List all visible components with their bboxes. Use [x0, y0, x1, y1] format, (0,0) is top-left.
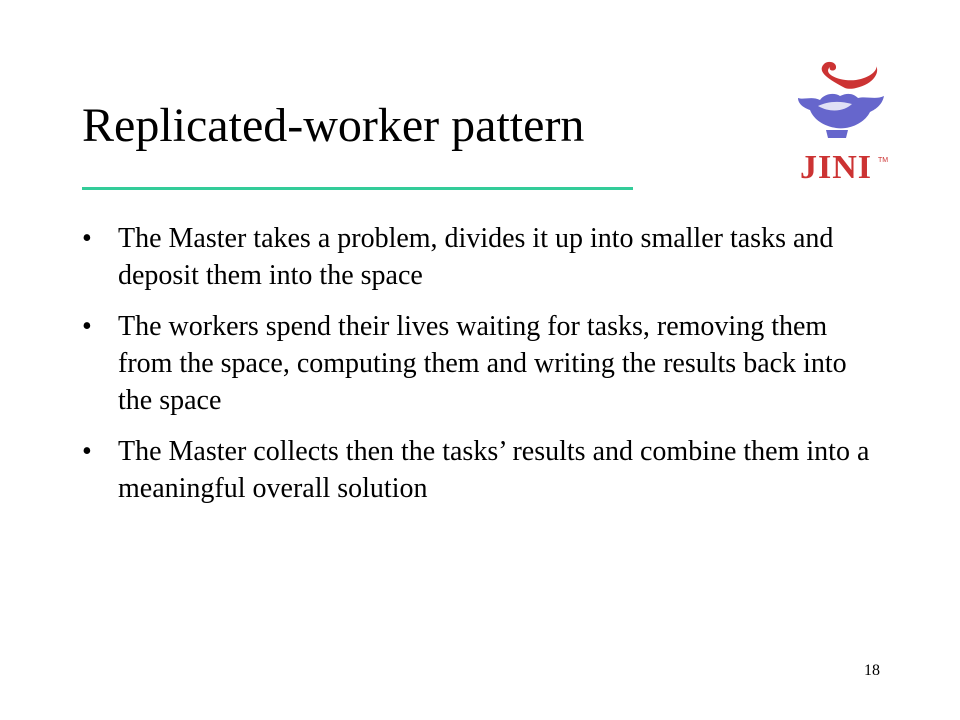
logo-lamp: [798, 94, 884, 129]
bullet-marker: •: [82, 436, 92, 467]
bullet-text: The Master takes a problem, divides it up into smaller tasks and deposit them into the space: [118, 223, 834, 291]
jini-logo: [790, 58, 890, 192]
title-underline: [82, 187, 633, 190]
page-number: 18: [864, 662, 880, 679]
bullet-item: [82, 308, 872, 419]
slide-title: Replicated-worker pattern: [82, 99, 585, 152]
bullet-text: The Master collects then the tasks’ results and combine them into a meaningful overall solution: [118, 436, 870, 504]
bullet-item: [82, 433, 872, 507]
bullet-list: [82, 220, 872, 521]
bullet-text: The workers spend their lives waiting for tasks, removing them from the space, computing them and writing the results back into the space: [118, 311, 847, 416]
bullet-item: [82, 220, 872, 294]
bullet-marker: •: [82, 223, 92, 254]
logo-text: JINI: [800, 149, 873, 186]
logo-trademark: TM: [878, 157, 889, 164]
bullet-marker: •: [82, 311, 92, 342]
logo-flame: [822, 62, 878, 89]
logo-lamp-stand: [826, 130, 848, 138]
